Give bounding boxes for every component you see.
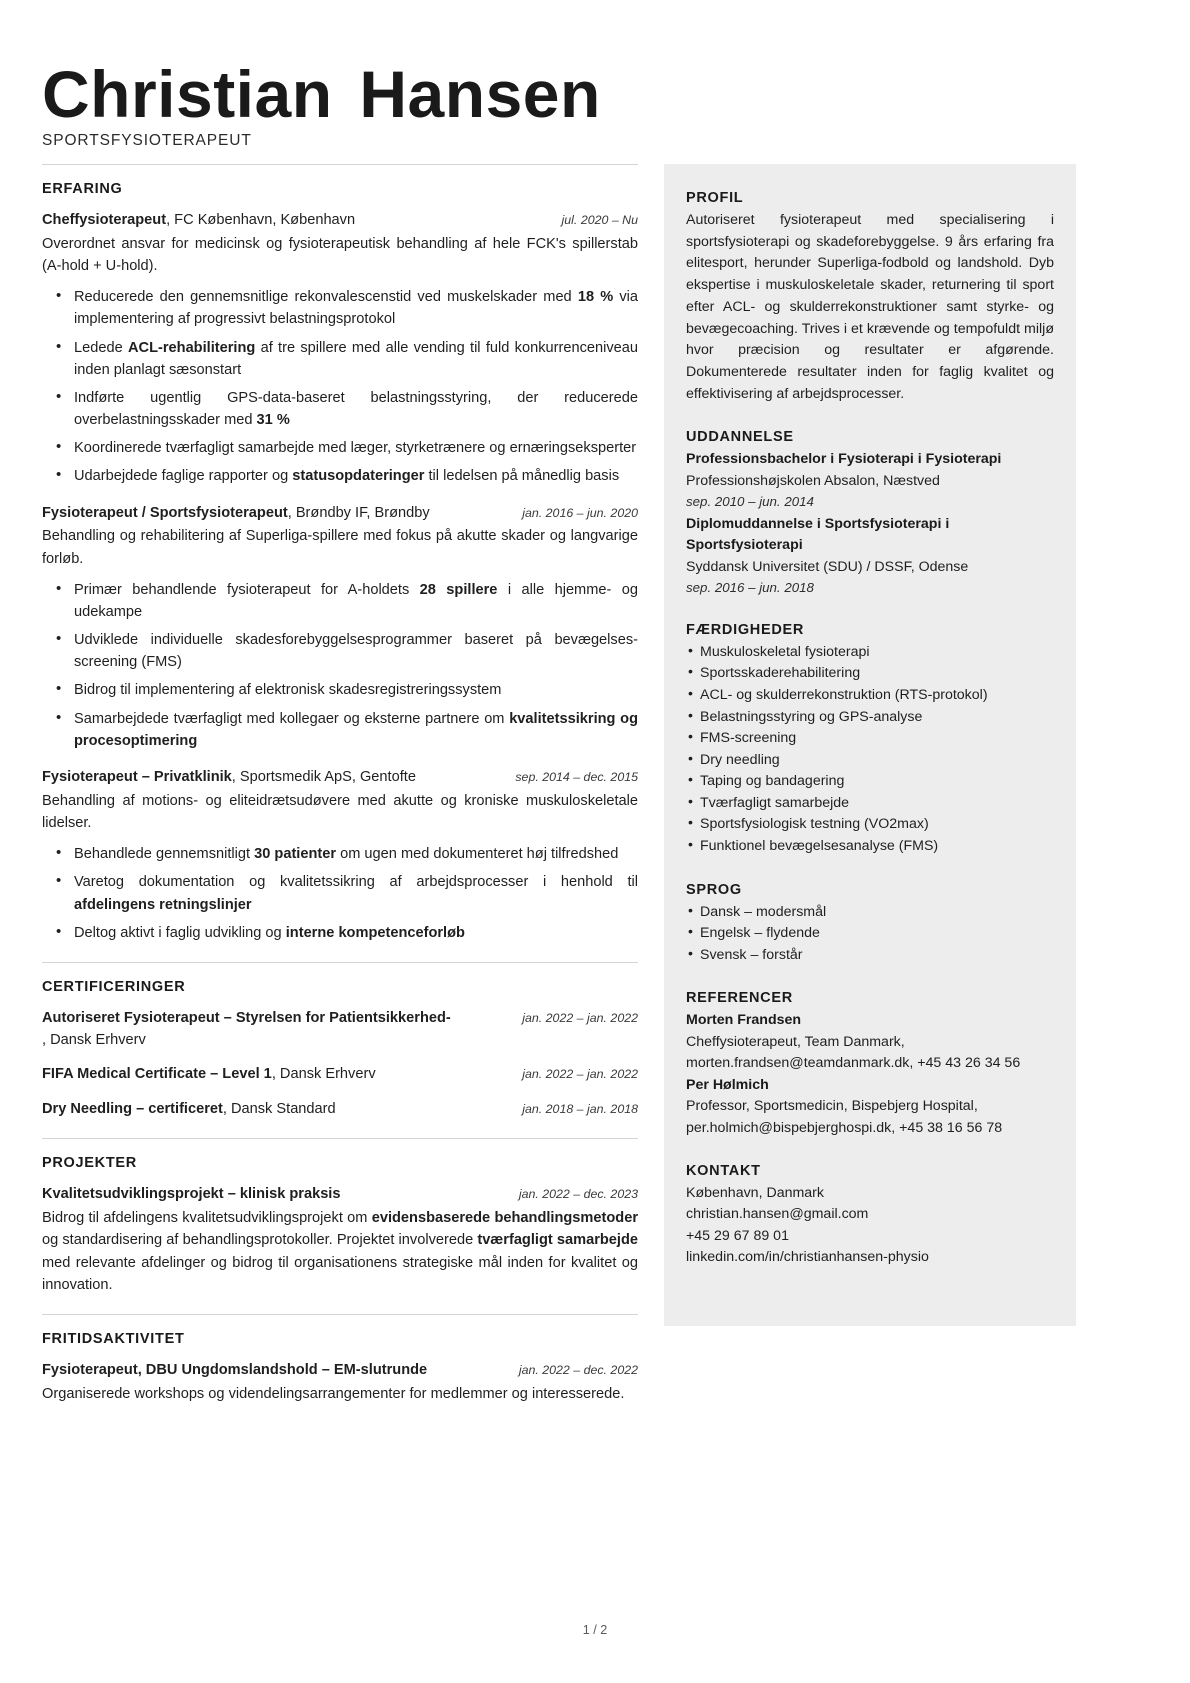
certification-list	[42, 1008, 638, 1120]
reference-name: Per Hølmich	[686, 1077, 769, 1094]
sidebar-section-education	[686, 429, 1054, 597]
entry-header	[42, 1360, 638, 1382]
entry-bullet: • Primær behandlende fysioterapeut for A-holdets 28 spillere i alle hjemme- og udekampe	[72, 579, 638, 623]
candidate-job-title: SPORTSFYSIOTERAPEUT	[42, 131, 252, 149]
contact-line: linkedin.com/in/christianhansen-physio	[686, 1248, 929, 1265]
entry-bullet: • Koordinerede tværfagligt samarbejde med læger, styrketrænere og ernæringseksperter	[72, 437, 638, 459]
experience-entry	[42, 767, 638, 944]
reference-role: Cheffysioterapeut, Team Danmark,	[686, 1033, 905, 1050]
contact-line: København, Danmark	[686, 1185, 825, 1202]
skill-item: • Dry needling	[700, 750, 1054, 772]
entry-role: Cheffysioterapeut, FC København, København	[42, 211, 356, 228]
reference-contact: per.holmich@bispebjerghospi.dk, +45 38 16 56 78	[686, 1119, 1003, 1136]
project-description: Bidrog til afdelingens kvalitetsudviklingsprojekt om evidensbaserede behandlingsmetoder og standardisering af behandlingsprotokoller. Projektet involverede tværfagligt samarbejde med relevante afdelinger og bidrog til organisationens strategiske mål inden for kvalitet og innovation.	[42, 1210, 638, 1293]
skill-item: • Tværfagligt samarbejde	[700, 793, 1054, 815]
section-divider	[42, 1314, 638, 1315]
skill-list	[686, 642, 1054, 858]
skill-item: • ACL- og skulderrekonstruktion (RTS-protokol)	[700, 685, 1054, 707]
entry-bullet: • Indførte ugentlig GPS-data-baseret belastningsstyring, der reducerede overbelastningsskader med 31 %	[72, 387, 638, 431]
entry-header	[42, 1184, 638, 1206]
certification-entry	[42, 1099, 638, 1121]
certification-date: jan. 2022 – jan. 2022	[522, 1010, 638, 1025]
sidebar-section-skills	[686, 622, 1054, 858]
education-list	[686, 449, 1054, 597]
page-number: 1 / 2	[582, 1623, 608, 1637]
resume-header	[42, 57, 1150, 150]
experience-entry-list	[42, 210, 638, 944]
certification-date: jan. 2022 – jan. 2022	[522, 1067, 638, 1082]
entry-bullet: • Bidrog til implementering af elektronisk skadesregistreringssystem	[72, 679, 638, 701]
section-divider	[42, 962, 638, 963]
certification-entry	[42, 1064, 638, 1086]
section-heading-projects: PROJEKTER	[42, 1155, 137, 1172]
entry-header	[42, 1099, 638, 1121]
page-footer	[0, 1623, 1190, 1637]
entry-header	[42, 1064, 638, 1086]
skill-item: • Sportsfysiologisk testning (VO2max)	[700, 814, 1054, 836]
skill-item: • Sportsskaderehabilitering	[700, 663, 1054, 685]
section-activities	[42, 1331, 638, 1405]
education-entry	[686, 449, 1054, 512]
reference-list	[686, 1010, 1054, 1139]
contact-line: christian.hansen@gmail.com	[686, 1206, 869, 1223]
education-entry	[686, 514, 1054, 598]
contact-line: +45 29 67 89 01	[686, 1227, 789, 1244]
entry-header	[42, 503, 638, 525]
skill-item: • Funktionel bevægelsesanalyse (FMS)	[700, 836, 1054, 858]
certification-title: FIFA Medical Certificate – Level 1, Dansk Erhverv	[42, 1066, 376, 1083]
entry-bullet-list	[42, 286, 638, 487]
education-degree: Diplomuddannelse i Sportsfysioterapi i Sportsfysioterapi	[686, 515, 950, 554]
sidebar-heading-skills: FÆRDIGHEDER	[686, 621, 805, 638]
activity-description: Organiserede workshops og videndelingsarrangementer for medlemmer og interesserede.	[42, 1385, 625, 1402]
entry-role: Fysioterapeut / Sportsfysioterapeut, Brøndby IF, Brøndby	[42, 504, 430, 521]
activity-entry	[42, 1360, 638, 1405]
sidebar-heading-contact: KONTAKT	[686, 1163, 761, 1180]
skill-item: • Taping og bandagering	[700, 771, 1054, 793]
reference-role: Professor, Sportsmedicin, Bispebjerg Hospital,	[686, 1098, 978, 1115]
section-projects	[42, 1155, 638, 1296]
language-list	[686, 902, 1054, 967]
skill-item: • Belastningsstyring og GPS-analyse	[700, 707, 1054, 729]
entry-bullet: • Varetog dokumentation og kvalitetssikring af arbejdsprocesser i henhold til afdelingens retningslinjer	[72, 871, 638, 915]
experience-entry	[42, 210, 638, 488]
entry-header	[42, 210, 638, 232]
sidebar	[664, 164, 1076, 1326]
certification-title: Dry Needling – certificeret, Dansk Standard	[42, 1100, 336, 1117]
education-degree: Professionsbachelor i Fysioterapi i Fysioterapi	[686, 451, 1002, 468]
entry-bullet: • Udviklede individuelle skadesforebyggelsesprogrammer baseret på bevægelses-screening (FMS)	[72, 629, 638, 673]
entry-bullet: • Reducerede den gennemsnitlige rekonvalescenstid ved muskelskader med 18 % via implementering af progressivt belastningsprotokol	[72, 286, 638, 330]
entry-description: Behandling af motions- og eliteidrætsudøvere med akutte og kroniske muskuloskeletale lidelser.	[42, 792, 638, 832]
entry-bullet: • Deltog aktivt i faglig udvikling og interne kompetenceforløb	[72, 922, 638, 944]
sidebar-heading-profile: PROFIL	[686, 189, 744, 206]
education-school: Syddansk Universitet (SDU) / DSSF, Odense	[686, 558, 969, 575]
activity-title: Fysioterapeut, DBU Ungdomslandshold – EM-slutrunde	[42, 1361, 428, 1378]
education-date: sep. 2010 – jun. 2014	[686, 494, 814, 510]
project-list	[42, 1184, 638, 1296]
resume-body	[42, 164, 1150, 1420]
section-certifications	[42, 979, 638, 1120]
experience-entry	[42, 503, 638, 752]
entry-date: jul. 2020 – Nu	[561, 212, 638, 227]
sidebar-section-contact	[686, 1163, 1054, 1268]
skill-item: • FMS-screening	[700, 728, 1054, 750]
language-item: • Engelsk – flydende	[700, 923, 1054, 945]
project-entry	[42, 1184, 638, 1296]
entry-bullet: • Udarbejdede faglige rapporter og statusopdateringer til ledelsen på månedlig basis	[72, 465, 638, 487]
language-item: • Svensk – forstår	[700, 945, 1054, 967]
entry-header	[42, 767, 638, 789]
section-divider	[42, 164, 638, 165]
skill-item: • Muskuloskeletal fysioterapi	[700, 642, 1054, 664]
project-title: Kvalitetsudviklingsprojekt – klinisk praksis	[42, 1186, 341, 1203]
activity-date: jan. 2022 – dec. 2022	[518, 1362, 638, 1377]
contact-list	[686, 1183, 1054, 1268]
section-heading-certifications: CERTIFICERINGER	[42, 978, 186, 995]
sidebar-section-languages	[686, 882, 1054, 967]
sidebar-heading-education: UDDANNELSE	[686, 429, 794, 446]
reference-name: Morten Frandsen	[686, 1012, 802, 1029]
main-column	[42, 164, 638, 1420]
section-experience	[42, 181, 638, 944]
entry-description: Behandling og rehabilitering af Superliga-spillere med fokus på akutte skader og langvarige forløb.	[42, 528, 638, 567]
sidebar-section-profile	[686, 190, 1054, 405]
certification-entry	[42, 1008, 638, 1051]
section-divider	[42, 1138, 638, 1139]
entry-bullet: • Behandlede gennemsnitligt 30 patienter om ugen med dokumenteret høj tilfredshed	[72, 843, 638, 865]
sidebar-section-references	[686, 990, 1054, 1139]
certification-title: Autoriseret Fysioterapeut – Styrelsen for Patientsikkerhed- , Dansk Erhverv	[42, 1009, 451, 1048]
sidebar-heading-references: REFERENCER	[686, 990, 793, 1007]
reference-entry	[686, 1075, 1054, 1139]
activity-list	[42, 1360, 638, 1405]
project-date: jan. 2022 – dec. 2023	[518, 1187, 638, 1202]
entry-date: jan. 2016 – jun. 2020	[522, 505, 638, 520]
reference-contact: morten.frandsen@teamdanmark.dk, +45 43 26 34 56	[686, 1054, 1021, 1071]
language-item: • Dansk – modersmål	[700, 902, 1054, 924]
entry-role: Fysioterapeut – Privatklinik, Sportsmedik ApS, Gentofte	[42, 769, 416, 785]
candidate-name: Christian Hansen	[42, 57, 601, 131]
section-heading-experience: ERFARING	[42, 180, 123, 197]
entry-header	[42, 1008, 638, 1051]
reference-entry	[686, 1010, 1054, 1074]
entry-bullet: • Samarbejdede tværfagligt med kollegaer og eksterne partnere om kvalitetssikring og procesoptimering	[72, 708, 638, 752]
profile-text: Autoriseret fysioterapeut med specialisering i sportsfysioterapi og skadeforebyggelse. 9 års erfaring fra elitesport, herunder Superliga-fodbold og landshold. Dyb ekspertise i muskuloskeletale skader, returnering til sport efter ACL- og skulderrekonstruktioner samt styrke- og bevægecoaching. Trives i et krævende og tempofuldt miljø hvor præcision og resultater er afgørende. Dokumenterede resultater inden for faglig kvalitet og effektivisering af arbejdsprocesser.	[686, 211, 1054, 402]
entry-bullet: • Ledede ACL-rehabilitering af tre spillere med alle vending til fuld konkurrenceniveau inden planlagt sæsonstart	[72, 337, 638, 381]
entry-bullet-list	[42, 843, 638, 944]
sidebar-heading-languages: SPROG	[686, 881, 742, 898]
entry-description: Overordnet ansvar for medicinsk og fysioterapeutisk behandling af hele FCK's spillerstab (A-hold + U-hold).	[42, 235, 638, 275]
section-heading-activities: FRITIDSAKTIVITET	[42, 1330, 185, 1347]
entry-date: sep. 2014 – dec. 2015	[515, 770, 638, 784]
education-school: Professionshøjskolen Absalon, Næstved	[686, 472, 940, 489]
entry-bullet-list	[42, 579, 638, 752]
education-date: sep. 2016 – jun. 2018	[686, 579, 814, 595]
certification-date: jan. 2018 – jan. 2018	[522, 1101, 638, 1116]
